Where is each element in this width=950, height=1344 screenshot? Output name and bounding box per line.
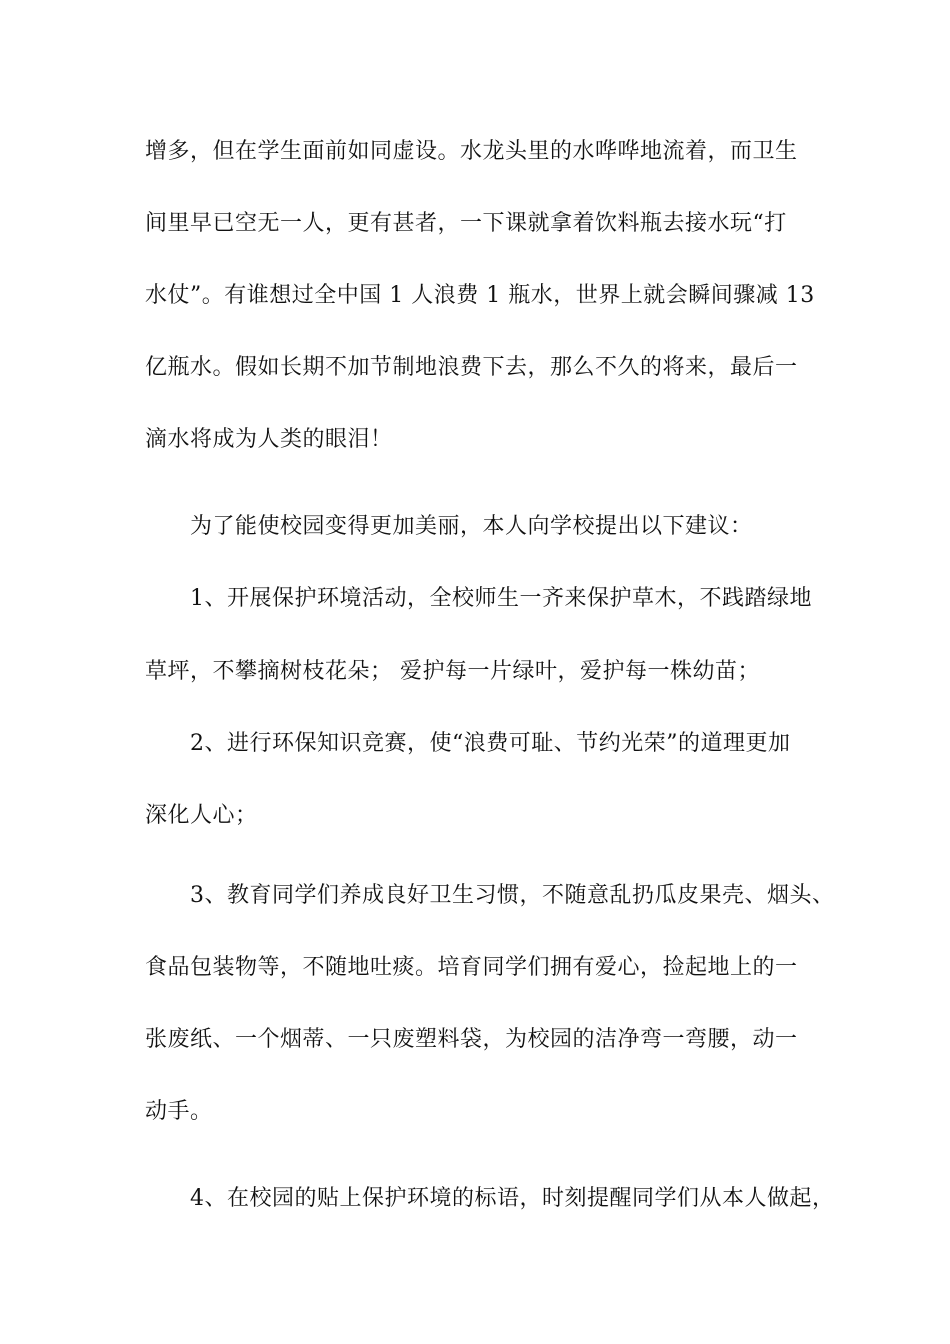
text-line-1: 增多，但在学生面前如同虚设。水龙头里的水哗哗地流着，而卫生 — [145, 139, 798, 164]
text-line-4: 亿瓶水。假如长期不加节制地浪费下去，那么不久的将来，最后一 — [145, 355, 798, 380]
text-line-10: 深化人心； — [145, 803, 258, 828]
text-line-8: 草坪，不攀摘树枝花朵； 爱护每一片绿叶，爱护每一株幼苗； — [145, 659, 760, 684]
text-line-14: 动手。 — [145, 1099, 213, 1124]
text-line-15: 4、在校园的贴上保护环境的标语，时刻提醒同学们从本人做起， — [190, 1186, 835, 1211]
text-line-12: 食品包装物等，不随地吐痰。培育同学们拥有爱心，捡起地上的一 — [145, 955, 798, 980]
text-line-2: 间里早已空无一人，更有甚者，一下课就拿着饮料瓶去接水玩“打 — [145, 211, 787, 236]
text-line-13: 张废纸、一个烟蒂、一只废塑料袋，为校园的洁净弯一弯腰，动一 — [145, 1027, 798, 1052]
text-line-5: 滴水将成为人类的眼泪！ — [145, 427, 393, 452]
text-line-7: 1、开展保护环境活动，全校师生一齐来保护草木，不践踏绿地 — [190, 586, 812, 611]
text-line-6: 为了能使校园变得更加美丽，本人向学校提出以下建议： — [190, 514, 753, 539]
text-line-11: 3、教育同学们养成良好卫生习惯，不随意乱扔瓜皮果壳、烟头、 — [190, 883, 835, 908]
text-line-9: 2、进行环保知识竞赛，使“浪费可耻、节约光荣”的道理更加 — [190, 731, 791, 756]
text-line-3: 水仗”。有谁想过全中国 1 人浪费 1 瓶水，世界上就会瞬间骤减 13 — [145, 283, 815, 308]
